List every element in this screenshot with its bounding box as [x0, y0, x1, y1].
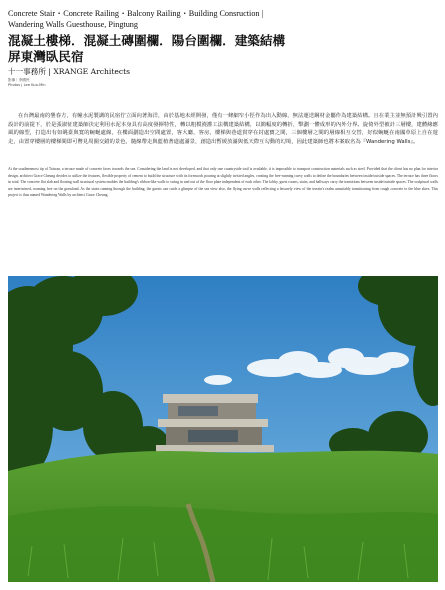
- title-chinese: [8, 33, 438, 64]
- body-text-chinese: 在台灣最南的墾春方，有幢水泥製調的民宿佇立面向著海洋，由於基地未經開發，僅有一條細窄小徑作為出入動線，無法運送鋼材金屬作為建築結構。且在業主並無預計興引置內設計的前提下，於是張淑征建築師決定利用水泥本身具有高度發揮特性，轉以粗模澆灌工法構建築結構，以簡幅度的轉折，擊劃一體成形的內外分界。旋倚外型被計三層樓，建體緣應風的線型，打造出有如眺臺與寬的蜿蜒處線，在樓面劃造出空間處置，客大廳，客房，樓梯與巷道貫穿在封處寶之間，三個樓層之間的層線相互交替，好似蜿蜒在南國草原上自在遊走，由置穿樓層的樓梯間即可瞥見周圍交錯的景色，隨線帶走與藍植著道處滿景，創造出暫緩放滿與低天際互勾動的幻境，因此建築師也將本案取名為『Wandering Walls』。: [8, 113, 438, 145]
- landscape-photo-illustration: [8, 276, 438, 582]
- title-english: [8, 8, 438, 30]
- article-header: [8, 8, 438, 87]
- title-english-line-2: Wandering Walls Guesthouse, Pingtung: [8, 20, 138, 29]
- title-chinese-line-1: 混凝土樓梯．混凝土磚圍欄．陽台圍欄．建築結構: [8, 33, 286, 48]
- body-text-english: At the southernmost tip of Taiwan, a terrace made of concrete faces towards the sea. Considering the land is not developed, and that only one countryside trail is available, it is impossible to transport construction materials such as steel. Provided that the client has no plan for interior design, architect Grace Cheung decides to utilize the features, flexible property of cement to build the structure with its formwork pouring at slightly twisted angles, creating the free-running curvy walls to define the boundaries between inside/outside spaces. The terrace has three floors in total. The concrete flat slab and floating wall structural system enables the building's ribbon-like walls to swing in and out of the floor plate independent of each other. The lobby, guest rooms, stairs, and hallways carry the transitions between inside/outside spaces. The sculptural walls are intertwined, roaming free on the grassland. As the stairs running through the building, the guests can catch a glimpse of the sea view also, the flying curve walls reflecting a leisurely view of the terrain's realm unsuitably transitioning from rough concrete to the blue skies. This project is thus named Wandering Walls by architect Grace Cheung.: [8, 167, 438, 198]
- title-english-line-1: Concrete Stair・Concrete Railing・Balcony Railing・Building Consruction |: [8, 9, 264, 18]
- building-photo: [8, 276, 438, 582]
- photo-credit-zh: 影像｜李國民: [8, 78, 30, 82]
- photo-credit-en: Photos | Lee Kuo-Min: [8, 82, 46, 87]
- photo-credit: [8, 78, 438, 87]
- title-chinese-line-2: 屏東灣臥民宿: [8, 48, 84, 64]
- foreground-grass: [8, 506, 438, 582]
- architect-credit: 十一事務所 | XRANGE Architects: [8, 67, 131, 76]
- guesthouse-building: [156, 394, 274, 452]
